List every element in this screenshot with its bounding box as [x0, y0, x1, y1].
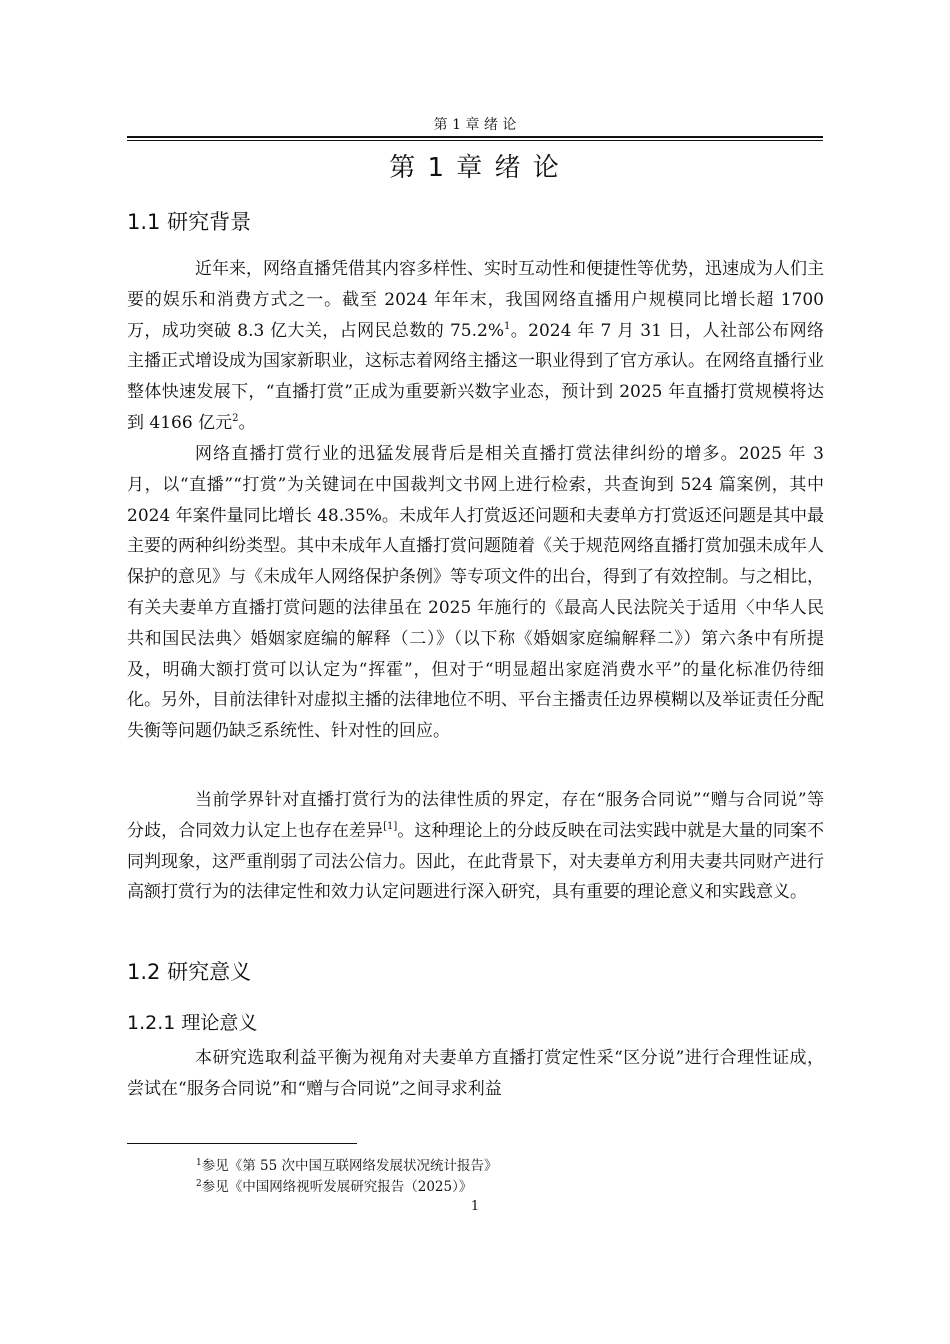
footnote-mark: 1	[196, 1158, 202, 1168]
footnote-ref-2[interactable]: 2	[232, 412, 239, 424]
footnote-separator	[127, 1143, 357, 1144]
footnote-1	[196, 1157, 498, 1175]
section-heading-1-1: 1.1 研究背景	[127, 210, 252, 234]
chapter-title: 第 1 章 绪 论	[389, 153, 561, 183]
running-header: 第 1 章 绪 论	[433, 117, 517, 133]
header-rule-thin	[127, 140, 823, 141]
header-rule	[127, 136, 823, 138]
footnote-2	[196, 1178, 472, 1196]
paragraph-text: 当前学界针对直播打赏行为的法律性质的界定，存在“服务合同说”“赠与合同说”等分歧，合同效力认定上也存在差异	[127, 790, 824, 841]
paragraph-background-3	[127, 785, 824, 908]
page-number: 1	[470, 1199, 480, 1214]
footnote-text: 参见《第 55 次中国互联网络发展状况统计报告》	[201, 1158, 498, 1174]
paragraph-theory-significance: 本研究选取利益平衡为视角对夫妻单方直播打赏定性采“区分说”进行合理性证成，尝试在“服务合同说”和“赠与合同说”之间寻求利益	[127, 1048, 824, 1099]
paragraph-text: 。	[238, 412, 256, 433]
section-heading-1-2: 1.2 研究意义	[127, 960, 252, 984]
citation-ref-1[interactable]: [1]	[383, 820, 398, 832]
footnote-ref-1[interactable]: 1	[503, 320, 511, 332]
section-heading-1-2-1: 1.2.1 理论意义	[127, 1012, 258, 1034]
paragraph-text: 近年来，网络直播凭借其内容多样性、实时互动性和便捷性等优势，迅速成为人们主要的娱乐和消费方式之一。截至 2024 年年末，我国网络直播用户规模同比增长超 1700 万，成功突破 8.3 亿大关，占网民总数的 75.2%	[127, 259, 824, 341]
paragraph-background-1	[127, 254, 824, 439]
paragraph-text: 。2024 年 7 月 31 日，人社部公布网络主播正式增设成为国家新职业，这标志着网络主播这一职业得到了官方承认。在网络直播行业整体快速发展下，“直播打赏”正成为重要新兴数字业态，预计到 2025 年直播打赏规模将达到 4166 亿元	[127, 320, 824, 433]
paragraph-background-2: 网络直播打赏行业的迅猛发展背后是相关直播打赏法律纠纷的增多。2025 年 3 月，以“直播”“打赏”为关键词在中国裁判文书网上进行检索，共查询到 524 篇案例，其中 2024 年案件量同比增长 48.35%。未成年人打赏返还问题和夫妻单方打赏返还问题是其中最主要的两种纠纷类型。其中未成年人直播打赏问题随着《关于规范网络直播打赏加强未成年人保护的意见》与《未成年人网络保护条例》等专项文件的出台，得到了有效控制。与之相比，有关夫妻单方直播打赏问题的法律虽在 2025 年施行的《最高人民法院关于适用〈中华人民共和国民法典〉婚姻家庭编的解释（二）》（以下称《婚姻家庭编解释二》）第六条中有所提及，明确大额打赏可以认定为“挥霍”，但对于“明显超出家庭消费水平”的量化标准仍待细化。另外，目前法律针对虚拟主播的法律地位不明、平台主播责任边界模糊以及举证责任分配失衡等问题仍缺乏系统性、针对性的回应。	[127, 444, 824, 742]
footnote-text: 参见《中国网络视听发展研究报告（2025）》	[201, 1179, 473, 1195]
paragraph-text: 。这种理论上的分歧反映在司法实践中就是大量的同案不同判现象，这严重削弱了司法公信力。因此，在此背景下，对夫妻单方利用夫妻共同财产进行高额打赏行为的法律定性和效力认定问题进行深入研究，具有重要的理论意义和实践意义。	[127, 820, 825, 903]
footnote-mark: 2	[196, 1179, 202, 1189]
